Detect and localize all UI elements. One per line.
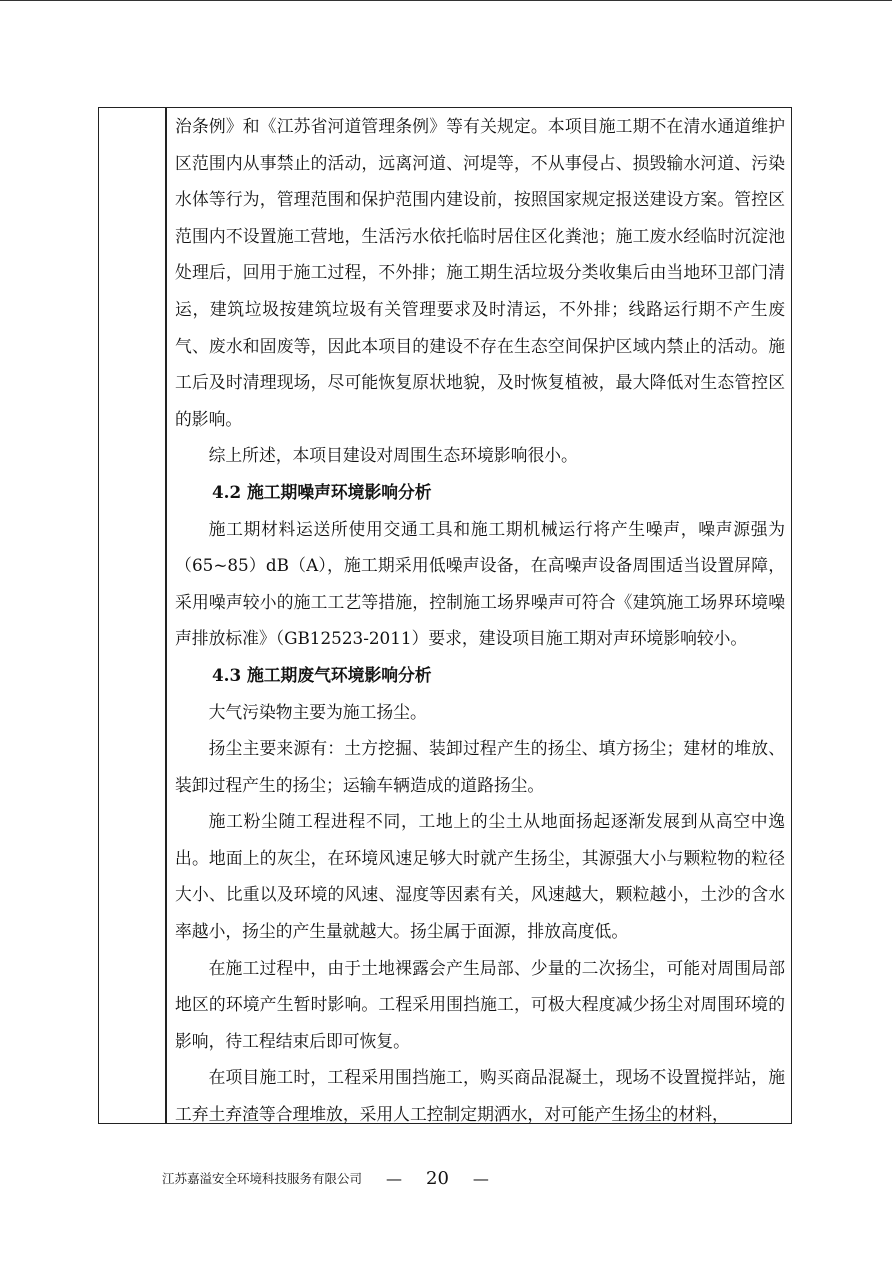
- page-footer: [162, 1163, 501, 1193]
- top-border-line: [0, 0, 892, 1]
- paragraph-dust-sources: 扬尘主要来源有：土方挖掘、装卸过程产生的扬尘、填方扬尘；建材的堆放、装卸过程产生的扬尘；运输车辆造成的道路扬尘。: [175, 738, 785, 795]
- column-divider: [165, 108, 167, 1123]
- paragraph-dust-control: 在项目施工时，工程采用围挡施工，购买商品混凝土，现场不设置搅拌站，施工弃土弃渣等合理堆放，采用人工控制定期洒水，对可能产生扬尘的材料，: [175, 1067, 785, 1125]
- paragraph-ecology-summary: 综上所述，本项目建设对周围生态环境影响很小。: [208, 445, 578, 466]
- paragraph-air-pollutant: 大气污染物主要为施工扬尘。: [208, 701, 427, 722]
- footer-company-name: 江苏嘉溢安全环境科技服务有限公司: [162, 1171, 363, 1186]
- section-heading-4-3: 4.3 施工期废气环境影响分析: [211, 664, 432, 685]
- page-number: 20: [426, 1167, 449, 1189]
- paragraph-dust-mechanism: 施工粉尘随工程进程不同，工地上的尘土从地面扬起逐渐发展到从高空中逸出。地面上的灰尘，在环境风速足够大时就产生扬尘，其源强大小与颗粒物的粒径大小、比重以及环境的风速、湿度等因素有关，风速越大，颗粒越小，土沙的含水率越小，扬尘的产生量就越大。扬尘属于面源，排放高度低。: [175, 811, 785, 942]
- content-cell: [175, 108, 785, 1133]
- content-table-frame: [98, 107, 792, 1124]
- paragraph-ecology-regulations: 治条例》和《江苏省河道管理条例》等有关规定。本项目施工期不在清水通道维护区范围内从事禁止的活动，远离河道、河堤等，不从事侵占、损毁输水河道、污染水体等行为，管理范围和保护范围内建设前，按照国家规定报送建设方案。管控区范围内不设置施工营地，生活污水依托临时居住区化粪池；施工废水经临时沉淀池处理后，回用于施工过程，不外排；施工期生活垃圾分类收集后由当地环卫部门清运，建筑垃圾按建筑垃圾有关管理要求及时清运，不外排；线路运行期不产生废气、废水和固废等，因此本项目的建设不存在生态空间保护区域内禁止的活动。施工后及时清理现场，尽可能恢复原状地貌，及时恢复植被，最大降低对生态管控区的影响。: [175, 116, 785, 429]
- section-heading-4-2: 4.2 施工期噪声环境影响分析: [211, 481, 432, 502]
- paragraph-noise-analysis: 施工期材料运送所使用交通工具和施工期机械运行将产生噪声，噪声源强为（65~85）dB（A），施工期采用低噪声设备，在高噪声设备周围适当设置屏障，采用噪声较小的施工工艺等措施，控制施工场界噪声可符合《建筑施工场界环境噪声排放标准》（GB12523-2011）要求，建设项目施工期对声环境影响较小。: [175, 518, 785, 649]
- footer-dash-right: —: [472, 1168, 489, 1188]
- paragraph-secondary-dust: 在施工过程中，由于土地裸露会产生局部、少量的二次扬尘，可能对周围局部地区的环境产生暂时影响。工程采用围挡施工，可极大程度减少扬尘对周围环境的影响，待工程结束后即可恢复。: [175, 957, 785, 1051]
- footer-dash-left: —: [386, 1168, 403, 1188]
